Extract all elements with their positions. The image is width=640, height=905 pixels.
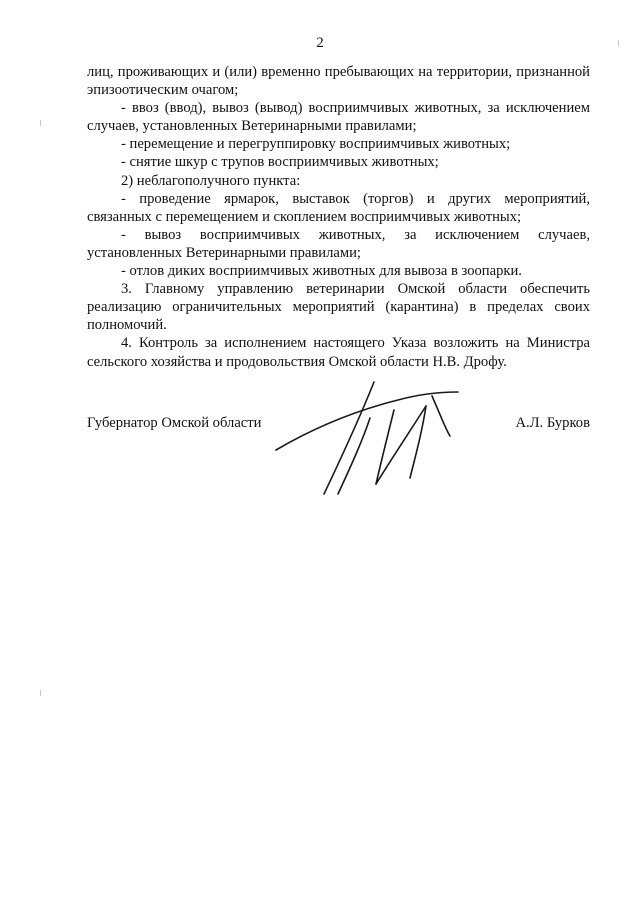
- signature-stroke: [324, 382, 374, 494]
- paragraph: лиц, проживающих и (или) временно пребывающих на территории, признанной эпизоотическим очагом;: [87, 64, 590, 99]
- scan-mark: [618, 40, 619, 46]
- paragraph: 4. Контроль за исполнением настоящего Указа возложить на Министра сельского хозяйства и продовольствия Омской области Н.В. Дрофу.: [87, 335, 590, 370]
- document-body: [87, 63, 590, 371]
- paragraph: - вывоз восприимчивых животных, за исключением случаев, установленных Ветеринарными правилами;: [87, 226, 590, 261]
- paragraph: - перемещение и перегруппировку восприимчивых животных;: [121, 136, 511, 153]
- page-number: 2: [316, 35, 324, 51]
- paragraph: 3. Главному управлению ветеринарии Омской области обеспечить реализацию ограничительных мероприятий (карантина) в пределах своих полномочий.: [87, 281, 590, 334]
- signatory-title: Губернатор Омской области: [87, 415, 262, 431]
- paragraph: - отлов диких восприимчивых животных для вывоза в зоопарки.: [121, 263, 522, 280]
- signature-stroke: [410, 406, 426, 478]
- paragraph: - снятие шкур с трупов восприимчивых животных;: [121, 154, 439, 171]
- scan-mark: [40, 690, 41, 696]
- handwritten-signature: [270, 372, 470, 502]
- scan-mark: [40, 120, 41, 126]
- signatory-name: А.Л. Бурков: [515, 415, 590, 431]
- signature-stroke: [376, 410, 394, 484]
- paragraph: - проведение ярмарок, выставок (торгов) и других мероприятий, связанных с перемещением и скоплением восприимчивых животных;: [87, 190, 590, 225]
- paragraph: - ввоз (ввод), вывоз (вывод) восприимчивых животных, за исключением случаев, установленных Ветеринарными правилами;: [87, 100, 590, 135]
- paragraph: 2) неблагополучного пункта:: [121, 172, 301, 189]
- signature-stroke: [432, 396, 450, 436]
